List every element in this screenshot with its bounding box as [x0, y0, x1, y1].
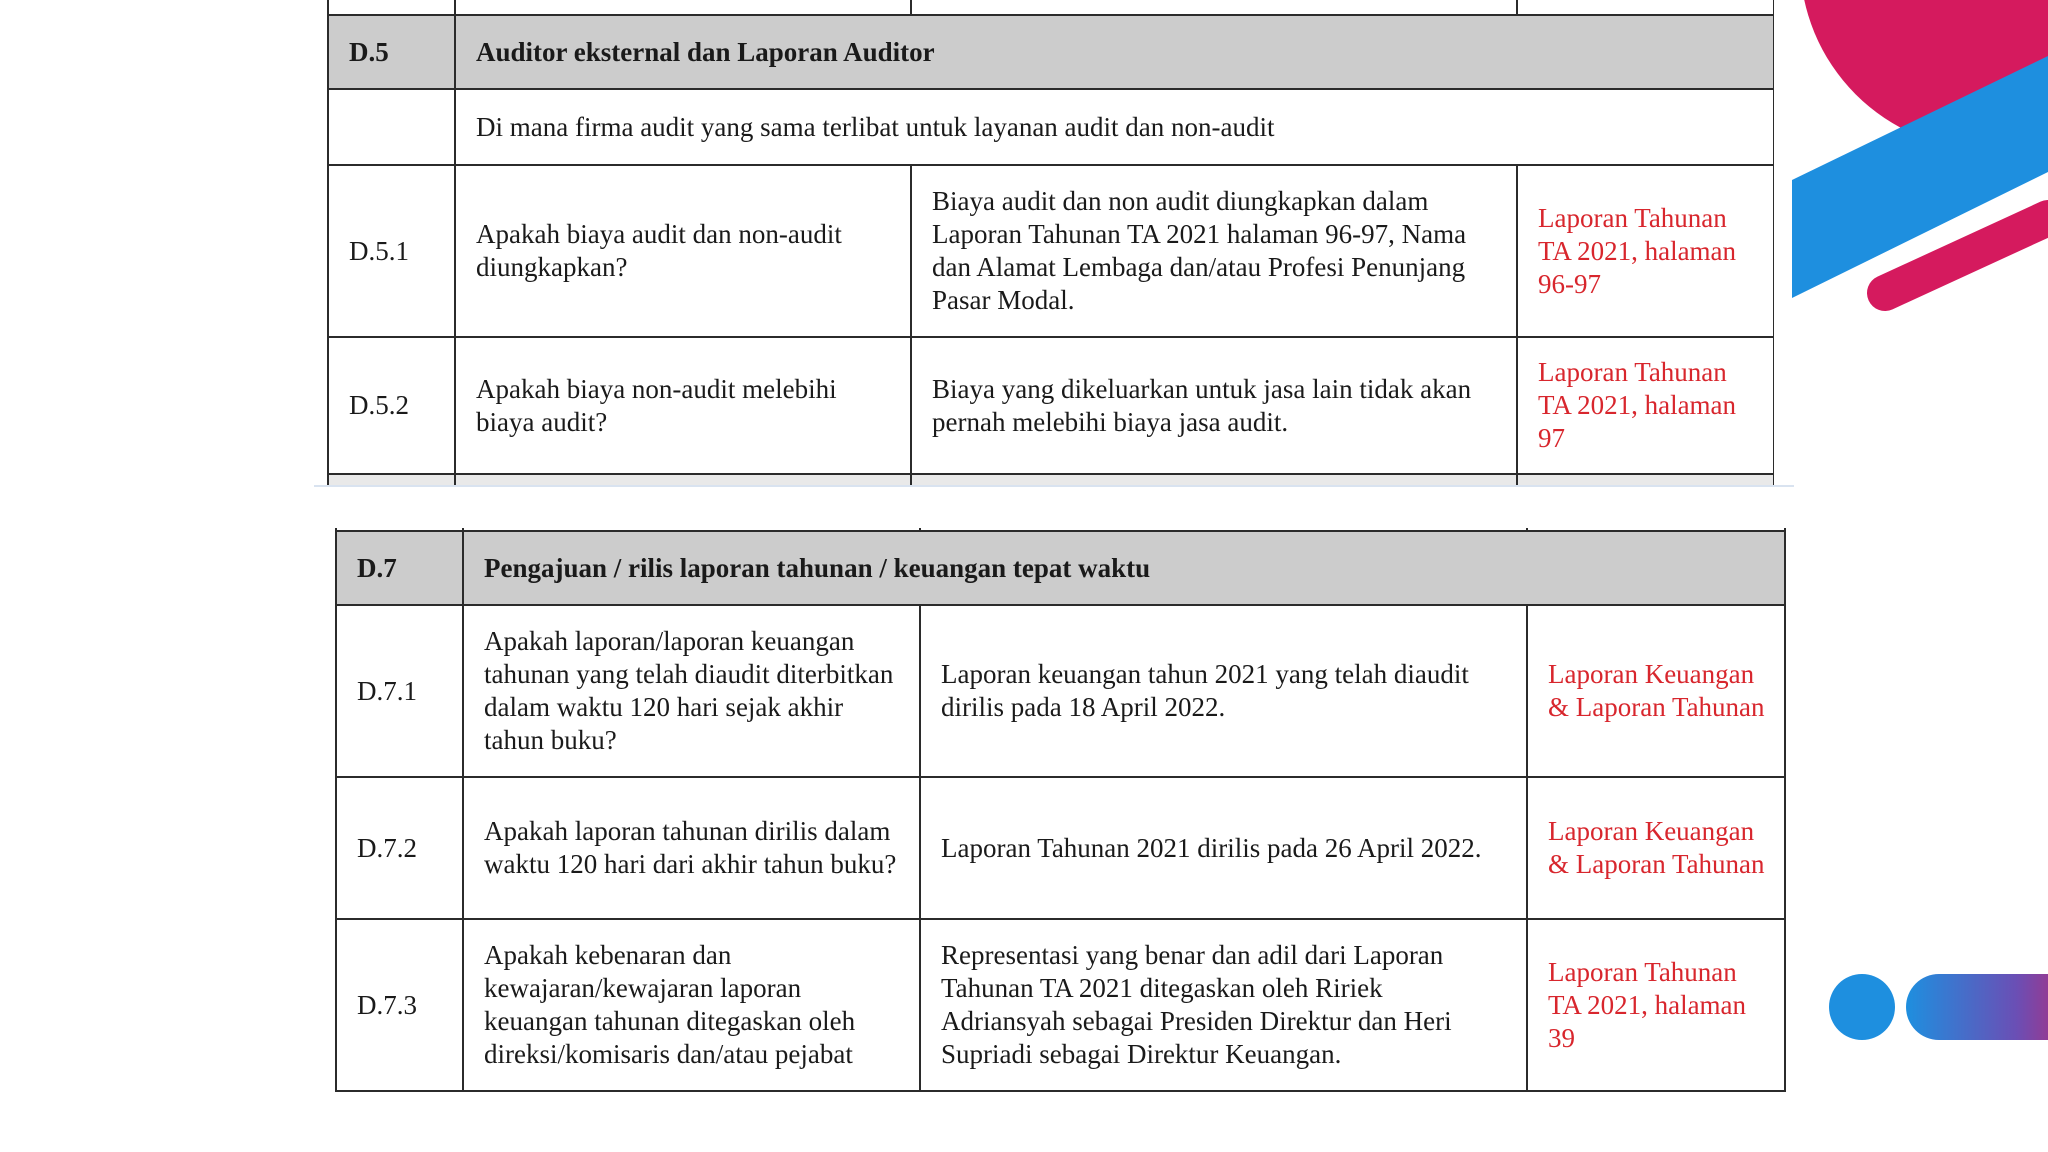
- row-answer: Biaya yang dikeluarkan untuk jasa lain tidak akan pernah melebihi biaya jasa audit.: [911, 337, 1517, 474]
- magenta-circle-shape: [1800, 0, 2048, 150]
- table-crop-d5: [327, 0, 1774, 486]
- row-code: D.7.1: [336, 605, 463, 777]
- row-question: Apakah biaya audit dan non-audit diungkapkan?: [455, 165, 911, 337]
- section-title: Pengajuan / rilis laporan tahunan / keuangan tepat waktu: [463, 531, 1785, 605]
- row-question: Apakah laporan/laporan keuangan tahunan yang telah diaudit diterbitkan dalam waktu 120 hari sejak akhir tahun buku?: [463, 605, 920, 777]
- blue-diagonal-band-shape: [1792, 56, 2048, 298]
- row-reference: Laporan Tahunan TA 2021, halaman 96-97: [1517, 165, 1774, 337]
- blue-dot-shape: [1829, 974, 1895, 1040]
- magenta-diagonal-stroke-shape: [1885, 218, 2048, 293]
- table-row: [328, 165, 1774, 337]
- section-header-row: [328, 15, 1774, 89]
- table-row: [328, 0, 1774, 15]
- row-reference: Laporan Tahunan TA 2021, halaman 39: [1527, 919, 1785, 1091]
- table-row: [328, 337, 1774, 474]
- row-reference: Laporan Tahunan TA 2021, halaman 97: [1517, 337, 1774, 474]
- section-header-row: [336, 531, 1785, 605]
- row-reference: Laporan Keuangan & Laporan Tahunan: [1527, 605, 1785, 777]
- row-answer: Laporan Tahunan 2021 dirilis pada 26 April 2022.: [920, 777, 1527, 919]
- row-question: Apakah kebenaran dan kewajaran/kewajaran laporan keuangan tahunan ditegaskan oleh direksi/komisaris dan/atau pejabat: [463, 919, 920, 1091]
- row-reference: Laporan Keuangan & Laporan Tahunan: [1527, 777, 1785, 919]
- row-code: D.5.1: [328, 165, 455, 337]
- row-code: D.5.2: [328, 337, 455, 474]
- row-code: D.7.2: [336, 777, 463, 919]
- section-divider: [314, 485, 1794, 487]
- table-row: [336, 919, 1785, 1091]
- row-code: D.7.3: [336, 919, 463, 1091]
- section-code: D.7: [336, 531, 463, 605]
- row-answer: Representasi yang benar dan adil dari Laporan Tahunan TA 2021 ditegaskan oleh Ririek Adriansyah sebagai Presiden Direktur dan Heri Supriadi sebagai Direktur Keuangan.: [920, 919, 1527, 1091]
- d5-table: [327, 0, 1774, 486]
- table-row: [336, 605, 1785, 777]
- section-code: D.5: [328, 15, 455, 89]
- table-row: [336, 777, 1785, 919]
- section-subheader-row: [328, 89, 1774, 165]
- gradient-pill-shape: [1906, 974, 2048, 1040]
- row-question: Apakah biaya non-audit melebihi biaya audit?: [455, 337, 911, 474]
- row-answer: Biaya audit dan non audit diungkapkan dalam Laporan Tahunan TA 2021 halaman 96-97, Nama dan Alamat Lembaga dan/atau Profesi Penunjang Pasar Modal.: [911, 165, 1517, 337]
- table-crop-d7: [335, 528, 1786, 1106]
- row-answer: Laporan keuangan tahun 2021 yang telah diaudit dirilis pada 18 April 2022.: [920, 605, 1527, 777]
- section-subheader: Di mana firma audit yang sama terlibat untuk layanan audit dan non-audit: [455, 89, 1774, 165]
- d7-table: [335, 528, 1786, 1092]
- row-question: Apakah laporan tahunan dirilis dalam waktu 120 hari dari akhir tahun buku?: [463, 777, 920, 919]
- section-title: Auditor eksternal dan Laporan Auditor: [455, 15, 1774, 89]
